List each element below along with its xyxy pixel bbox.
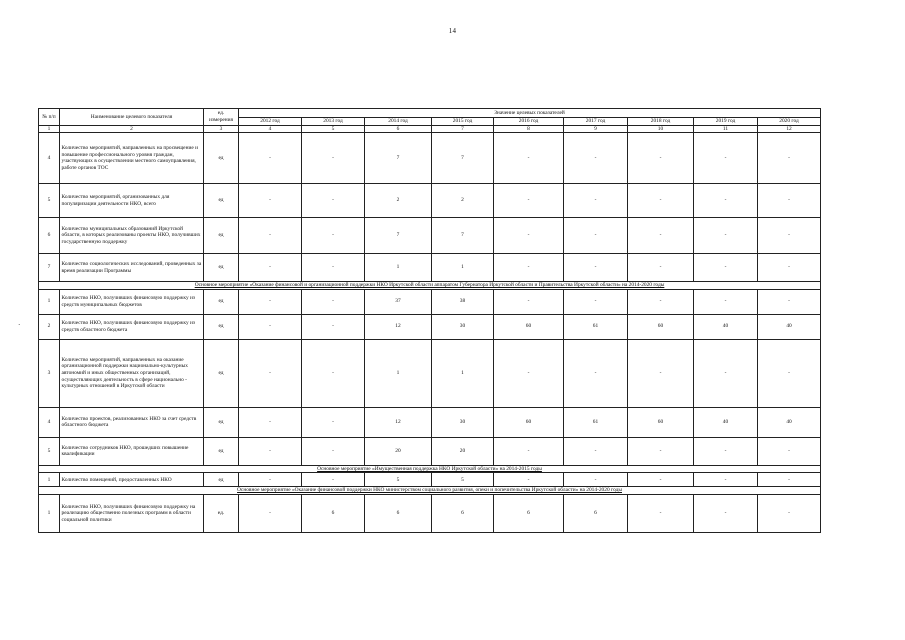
indicator-unit: ед — [204, 218, 239, 254]
indicator-value: - — [302, 407, 365, 437]
indicator-value: - — [302, 218, 365, 254]
indicator-value: 7 — [432, 218, 494, 254]
indicator-name: Количество НКО, получивших финансовую поддержку из средств областного бюджета — [60, 314, 204, 339]
section-row — [39, 282, 821, 290]
indicator-value: - — [628, 437, 694, 465]
indicator-value: - — [239, 184, 302, 218]
section-title: Основное мероприятие «Оказание финансовой поддержки НКО министерством социального развития, опеки и попечительства Иркутской области» на 2014-2020 годы — [39, 487, 821, 495]
indicator-value: - — [239, 473, 302, 487]
indicator-value: - — [628, 218, 694, 254]
indicator-value: - — [758, 133, 821, 184]
indicator-value: - — [302, 184, 365, 218]
header-year: 2018 год — [628, 118, 694, 126]
indicator-name: Количество НКО, получивших финансовую поддержку на реализацию общественно полезных программ в области социальной политики — [60, 494, 204, 532]
indicator-value: - — [302, 254, 365, 282]
indicator-value: - — [758, 494, 821, 532]
indicator-value: - — [239, 314, 302, 339]
indicator-unit: ед — [204, 314, 239, 339]
indicator-value: - — [628, 289, 694, 314]
table-row — [39, 289, 821, 314]
header-year: 2014 год — [365, 118, 432, 126]
indicator-value: 7 — [365, 218, 432, 254]
target-indicators-table — [38, 108, 821, 533]
header-year: 2020 год — [758, 118, 821, 126]
indicator-value: 60 — [628, 314, 694, 339]
indicator-unit: ед. — [204, 494, 239, 532]
indicator-value: - — [628, 473, 694, 487]
indicator-value: - — [628, 494, 694, 532]
header-name: Наименование целевого показателя — [60, 109, 204, 126]
table-row — [39, 218, 821, 254]
indicator-value: - — [302, 339, 365, 407]
indicator-value: 2 — [432, 184, 494, 218]
indicator-value: 6 — [302, 494, 365, 532]
header-year: 2012 год — [239, 118, 302, 126]
row-number: 3 — [39, 339, 60, 407]
indicator-unit: ед — [204, 437, 239, 465]
indicator-value: - — [694, 494, 758, 532]
row-number: 7 — [39, 254, 60, 282]
table-row — [39, 473, 821, 487]
indicator-value: - — [494, 473, 564, 487]
column-index: 4 — [239, 125, 302, 133]
indicator-value: - — [564, 184, 628, 218]
indicator-value: - — [564, 339, 628, 407]
column-index: 7 — [432, 125, 494, 133]
header-num: № п/п — [39, 109, 60, 126]
section-row — [39, 487, 821, 495]
indicator-value: - — [302, 133, 365, 184]
indicator-value: - — [564, 289, 628, 314]
indicator-value: - — [758, 437, 821, 465]
indicator-value: - — [694, 289, 758, 314]
indicator-value: 60 — [494, 407, 564, 437]
indicator-value: 2 — [365, 184, 432, 218]
indicator-name: Количество муниципальных образований Иркутской области, в которых реализованы проекты НКО, получивших государственную поддержку — [60, 218, 204, 254]
header-year: 2015 год — [432, 118, 494, 126]
indicator-value: - — [758, 473, 821, 487]
row-number: 4 — [39, 133, 60, 184]
indicator-value: - — [694, 218, 758, 254]
indicator-value: - — [302, 437, 365, 465]
indicator-value: - — [694, 184, 758, 218]
table-row — [39, 254, 821, 282]
indicator-value: 1 — [432, 254, 494, 282]
indicator-value: - — [302, 314, 365, 339]
header-year: 2019 год — [694, 118, 758, 126]
indicator-unit: ед — [204, 473, 239, 487]
row-number: 1 — [39, 289, 60, 314]
indicator-value: - — [494, 437, 564, 465]
indicator-name: Количество мероприятий, направленных на просвещение и повышение профессионального уровня граждан, участвующих в осуществлении местного самоуправления, работе органов ТОС — [60, 133, 204, 184]
indicator-value: - — [494, 289, 564, 314]
header-values-group: Значение целевых показателей — [239, 109, 821, 118]
indicator-value: - — [239, 289, 302, 314]
header-unit: ед. измерения — [204, 109, 239, 126]
indicator-value: - — [239, 133, 302, 184]
column-index: 11 — [694, 125, 758, 133]
row-number: 5 — [39, 184, 60, 218]
indicator-value: - — [239, 218, 302, 254]
indicator-value: - — [239, 339, 302, 407]
indicator-unit: ед — [204, 407, 239, 437]
indicator-value: 61 — [564, 407, 628, 437]
column-index: 8 — [494, 125, 564, 133]
indicator-value: - — [628, 184, 694, 218]
row-number: 4 — [39, 407, 60, 437]
indicator-value: - — [239, 254, 302, 282]
indicator-name: Количество помещений, предоставленных НКО — [60, 473, 204, 487]
indicator-name: Количество мероприятий, направленных на оказание организационной поддержки национально-культурных автономий и иных общественных организаций, осуществляющих деятельность в сфере национально - культурных отношений в Иркутской области — [60, 339, 204, 407]
indicator-value: - — [494, 184, 564, 218]
indicator-value: 12 — [365, 407, 432, 437]
indicator-value: - — [758, 218, 821, 254]
indicator-value: - — [564, 254, 628, 282]
indicator-unit: ед — [204, 289, 239, 314]
indicator-value: 1 — [365, 254, 432, 282]
indicator-value: - — [694, 339, 758, 407]
indicator-value: 30 — [432, 314, 494, 339]
indicator-value: 60 — [494, 314, 564, 339]
table-row — [39, 437, 821, 465]
indicator-value: 6 — [365, 494, 432, 532]
indicator-value: 30 — [432, 407, 494, 437]
indicator-value: - — [564, 437, 628, 465]
indicator-value: 40 — [758, 314, 821, 339]
indicator-value: - — [694, 254, 758, 282]
indicator-value: 61 — [564, 314, 628, 339]
indicator-value: 38 — [432, 289, 494, 314]
indicator-value: 6 — [432, 494, 494, 532]
indicator-name: Количество НКО, получивших финансовую поддержку из средств муниципальных бюджетов — [60, 289, 204, 314]
indicator-value: - — [564, 133, 628, 184]
header-year: 2013 год — [302, 118, 365, 126]
table-row — [39, 494, 821, 532]
indicator-value: - — [628, 254, 694, 282]
indicator-name: Количество сотрудников НКО, прошедших повышение квалификации — [60, 437, 204, 465]
indicator-value: - — [628, 339, 694, 407]
indicator-value: - — [758, 254, 821, 282]
indicator-value: 60 — [628, 407, 694, 437]
section-title: Основное мероприятие «Оказание финансовой и организационной поддержки НКО Иркутской области аппаратом Губернатора Иркутской области и Правительства Иркутской области» на 2014-2020 годы — [39, 282, 821, 290]
indicator-value: - — [302, 473, 365, 487]
indicator-value: 1 — [365, 339, 432, 407]
indicator-value: 37 — [365, 289, 432, 314]
table-row — [39, 407, 821, 437]
indicator-value: - — [628, 133, 694, 184]
header-year: 2017 год — [564, 118, 628, 126]
column-index: 10 — [628, 125, 694, 133]
indicator-name: Количество социологических исследований, проведенных за время реализации Программы — [60, 254, 204, 282]
indicator-value: - — [239, 437, 302, 465]
indicator-value: - — [694, 473, 758, 487]
indicator-value: 40 — [758, 407, 821, 437]
row-number: 1 — [39, 473, 60, 487]
indicator-value: 5 — [432, 473, 494, 487]
indicator-value: 6 — [494, 494, 564, 532]
indicator-value: 7 — [432, 133, 494, 184]
indicator-value: - — [494, 254, 564, 282]
indicator-unit: ед — [204, 254, 239, 282]
row-number: 1 — [39, 494, 60, 532]
indicator-value: 5 — [365, 473, 432, 487]
table-row — [39, 314, 821, 339]
indicator-name: Количество мероприятий, организованных для популяризации деятельности НКО, всего — [60, 184, 204, 218]
indicator-value: - — [758, 339, 821, 407]
indicator-value: 6 — [564, 494, 628, 532]
column-index: 2 — [60, 125, 204, 133]
indicator-value: 7 — [365, 133, 432, 184]
table-row — [39, 133, 821, 184]
indicator-value: - — [758, 289, 821, 314]
indicator-value: - — [694, 133, 758, 184]
indicator-unit: ед — [204, 133, 239, 184]
header-year: 2016 год — [494, 118, 564, 126]
indicator-value: - — [239, 407, 302, 437]
table-row — [39, 339, 821, 407]
indicator-value: - — [494, 133, 564, 184]
indicator-value: - — [758, 184, 821, 218]
row-number: 5 — [39, 437, 60, 465]
indicator-value: 40 — [694, 407, 758, 437]
column-index: 9 — [564, 125, 628, 133]
column-index: 5 — [302, 125, 365, 133]
table-row — [39, 184, 821, 218]
section-row — [39, 465, 821, 473]
indicator-value: - — [494, 218, 564, 254]
row-number: 2 — [39, 314, 60, 339]
indicator-name: Количество проектов, реализованных НКО за счет средств областного бюджета — [60, 407, 204, 437]
column-index: 1 — [39, 125, 60, 133]
indicator-value: 20 — [365, 437, 432, 465]
column-index: 6 — [365, 125, 432, 133]
indicator-value: - — [564, 218, 628, 254]
indicator-value: 40 — [694, 314, 758, 339]
indicator-value: - — [564, 473, 628, 487]
stray-mark: · — [18, 321, 21, 329]
indicator-value: 20 — [432, 437, 494, 465]
indicator-value: 1 — [432, 339, 494, 407]
indicator-value: 12 — [365, 314, 432, 339]
indicator-value: - — [239, 494, 302, 532]
indicator-unit: ед — [204, 339, 239, 407]
column-index: 12 — [758, 125, 821, 133]
indicator-unit: ед — [204, 184, 239, 218]
indicator-value: - — [494, 339, 564, 407]
page-number: 14 — [448, 27, 457, 35]
row-number: 6 — [39, 218, 60, 254]
indicator-value: - — [302, 289, 365, 314]
column-index: 3 — [204, 125, 239, 133]
section-title: Основное мероприятие «Имущественная поддержка НКО Иркутской области» на 2014-2015 годы — [39, 465, 821, 473]
indicator-value: - — [694, 437, 758, 465]
